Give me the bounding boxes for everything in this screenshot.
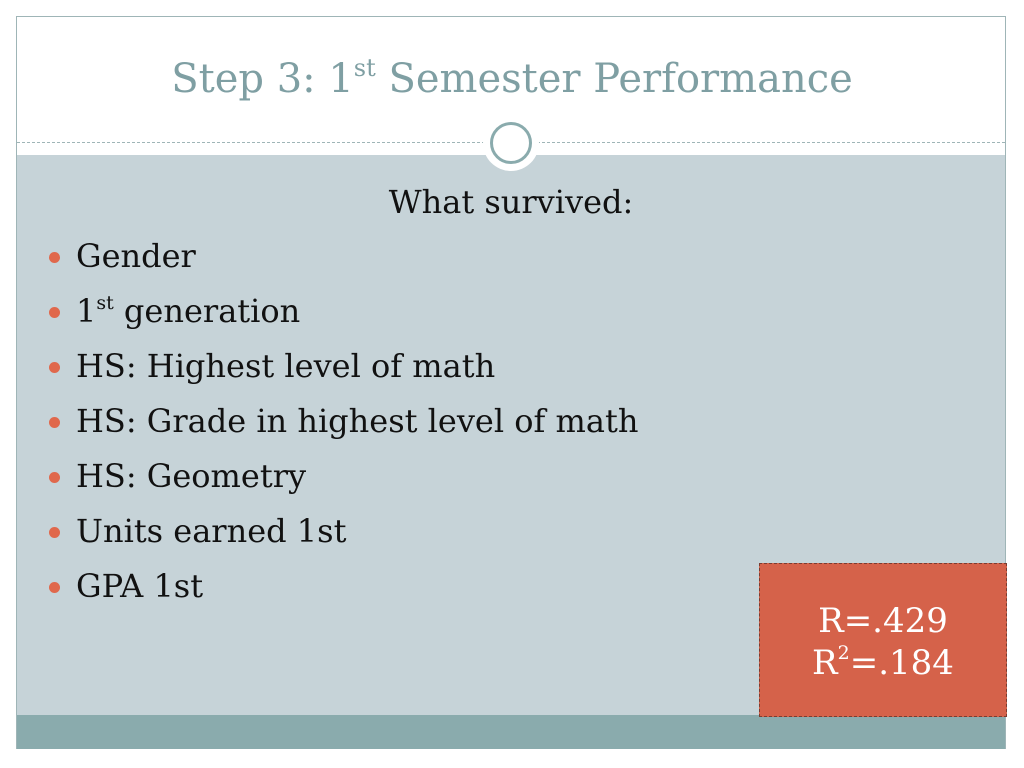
title-superscript: st <box>353 54 376 82</box>
slide-title <box>0 54 1024 104</box>
bullet-item-gpa <box>46 566 638 621</box>
bullet-dot-icon <box>49 472 60 483</box>
footer-band <box>17 715 1005 749</box>
bullet-item-highest-math <box>46 346 638 401</box>
bullet-dot-icon <box>49 582 60 593</box>
bullet-item-geometry <box>46 456 638 511</box>
bullet-suffix: generation <box>113 292 301 330</box>
bullet-dot-icon <box>49 362 60 373</box>
bullet-text: HS: Geometry <box>76 457 307 495</box>
r2-base: R <box>812 643 838 683</box>
bullet-item-units-earned <box>46 511 638 566</box>
bullet-dot-icon <box>49 307 60 318</box>
bullet-item-gender <box>46 236 638 291</box>
stats-box <box>759 563 1007 717</box>
r-squared-value <box>760 642 1006 684</box>
r-value: R=.429 <box>818 601 948 641</box>
bullet-text: GPA 1st <box>76 567 204 605</box>
bullet-prefix: 1 <box>76 292 97 330</box>
bullet-item-first-generation <box>46 291 638 346</box>
bullet-text: HS: Highest level of math <box>76 347 496 385</box>
bullet-text: Units earned 1st <box>76 512 347 550</box>
title-prefix: Step 3: 1 <box>171 56 354 102</box>
bullet-superscript: st <box>96 292 114 314</box>
bullet-text: Gender <box>76 237 196 275</box>
title-suffix: Semester Performance <box>375 56 853 102</box>
bullet-dot-icon <box>49 527 60 538</box>
bullet-list <box>46 236 638 621</box>
bullet-item-grade-math <box>46 401 638 456</box>
subheading: What survived: <box>388 183 634 221</box>
r2-number: =.184 <box>849 643 954 683</box>
bullet-dot-icon <box>49 252 60 263</box>
r2-superscript: 2 <box>837 642 850 664</box>
bullet-text: HS: Grade in highest level of math <box>76 402 639 440</box>
circle-ornament-icon <box>483 115 539 171</box>
bullet-dot-icon <box>49 417 60 428</box>
